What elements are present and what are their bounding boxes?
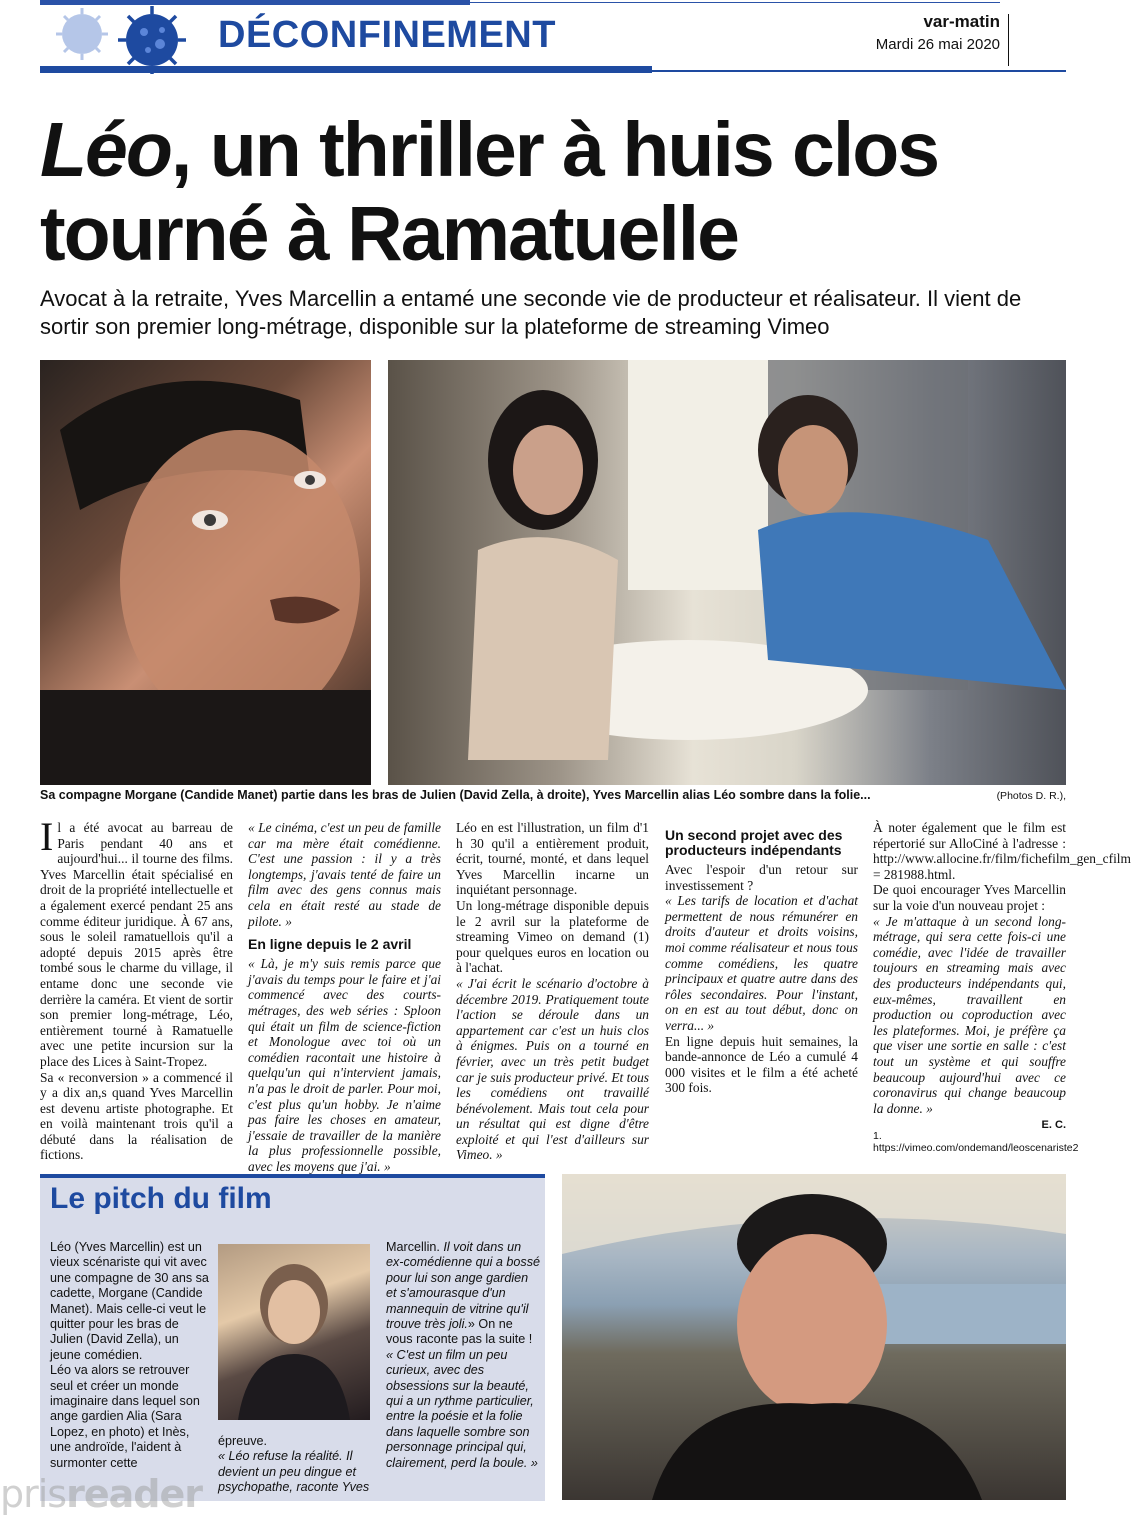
headline: [40, 108, 1070, 276]
issue-date: Mardi 26 mai 2020: [875, 36, 1000, 53]
article-subhead: En ligne depuis le 2 avril: [248, 936, 412, 953]
sara-lopez-photo: [218, 1244, 370, 1420]
author-signature: E. C.: [1041, 1119, 1066, 1132]
article-quote: « J'ai écrit le scénario d'octobre à décembre 2019. Pratiquement toute l'action se déroule dans un appartement car c'est un huis clos à énigmes. Puis on a tourné en février, avec un très petit budget car je suis producteur privé. Et tous les comédiens ont travaillé bénévolement. Mais tout cela pour un résultat qui est digne d'être exploité et qui l'est d'ailleurs sur Vimeo. »: [456, 975, 649, 1163]
article-quote: « Je m'attaque à un second long-métrage, qui sera cette fois-ci une comédie, avec l'idée de travailler toujours en streaming mais avec des producteurs indépendants qui, eux-mêmes, travaillent en production ou coproduction avec les plateformes. Moi, je préfère ça que viser une sortie en salle : c'est tout un système et qui souffre beaucoup aujourd'hui avec ce coronavirus qui change beaucoup la donne. »: [873, 913, 1066, 1116]
watermark: prisreader: [0, 1472, 202, 1516]
pitch-column-3: [386, 1240, 541, 1471]
pitch-paragraph: épreuve.: [218, 1434, 268, 1448]
footnote: 1. https://vimeo.com/ondemand/leoscenariste2: [873, 1130, 1079, 1154]
newspaper-name: var-matin: [923, 12, 1000, 31]
pitch-paragraph: Léo (Yves Marcellin) est un vieux scénariste qui vit avec une compagne de 30 ans sa cadette, Morgane (Candide Manet). Mais celle-ci veut le quitter pour les bras de Julien (David Zella), un jeune comédien.: [50, 1240, 209, 1362]
section-title: DÉCONFINEMENT: [218, 14, 556, 56]
pitch-paragraph: Léo va alors se retrouver seul et créer un monde imaginaire dans lequel son ange gardien Alia (Sara Lopez, en photo) et Inès, une androïde, l'aident à surmonter cette: [50, 1363, 200, 1470]
article-column-2: [248, 820, 441, 1174]
article-paragraph: Un long-métrage disponible depuis le 2 avril sur la plateforme de streaming Vimeo on demand (1) pour quelques euros en location ou à l'achat.: [456, 897, 649, 976]
header-rule: [40, 66, 652, 73]
article-paragraph: À noter également que le film est répertorié sur AlloCiné à l'adresse : http://www.allocine.fr/film/fichefilm_gen_cfilm = 281988.html.: [873, 820, 1131, 882]
photo-credit: (Photos D. R.),: [996, 790, 1066, 802]
article-paragraph: De quoi encourager Yves Marcellin sur la voie d'un nouveau projet :: [873, 882, 1066, 913]
headline-rest: , un thriller à huis clos tourné à Ramatuelle: [40, 107, 939, 277]
pitch-title: Le pitch du film: [50, 1182, 272, 1215]
deck: Avocat à la retraite, Yves Marcellin a entamé une seconde vie de producteur et réalisateur. Il vient de sortir son premier long-métrage, disponible sur la plateforme de streaming Vimeo: [40, 286, 1022, 339]
actors-photo: [388, 360, 1066, 785]
pitch-quote: « Léo refuse la réalité. Il devient un peu dingue et psychopathe, raconte Yves: [218, 1449, 370, 1495]
pitch-column-1: [50, 1240, 210, 1471]
header-rule-thin: [652, 70, 1066, 72]
header-divider: [1008, 14, 1009, 66]
photo-caption: Sa compagne Morgane (Candide Manet) partie dans les bras de Julien (David Zella, à droite), Yves Marcellin alias Léo sombre dans la folie...: [40, 788, 871, 802]
pitch-quote: « C'est un film un peu curieux, avec des obsessions sur la beauté, qui a un rythme particulier, entre la poésie et la folie dans laquelle sombre son personnage principal qui, clairement, perd la boule. »: [386, 1347, 538, 1470]
pitch-paragraph: Marcellin. Il voit dans un ex-comédienne qui a bossé pour lui son ange gardien et s'amourasque d'un mannequin de vitrine qu'il trouve très joli.» On ne vous raconte pas la suite !: [386, 1240, 541, 1347]
pitch-column-2: [218, 1434, 378, 1496]
article-column-5: [873, 820, 1131, 1134]
top-thin-rule: [470, 2, 1000, 3]
article-paragraph: Léo en est l'illustration, un film d'1 h 30 qu'il a entièrement produit, écrit, tourné, monté, et dans lequel Yves Marcellin incarne un inquiétant personnage.: [456, 820, 649, 898]
pitch-rule: [40, 1174, 545, 1178]
article-subhead: Un second projet avec des producteurs indépendants: [665, 827, 843, 858]
article-paragraph: Avec l'espoir d'un retour sur investissement ?: [665, 862, 858, 893]
director-photo: [562, 1174, 1066, 1500]
article-quote: « Les tarifs de location et d'achat permettent de nous rémunérer en droits d'auteur et droits voisins, moi comme réalisateur et nous tous comme comédiens, les quatre principaux et quatre autre dans des rôles secondaires. Pour l'instant, on en est au tout début, donc on verra... »: [665, 893, 858, 1033]
article-quote: « Là, je m'y suis remis parce que j'avais du temps pour le faire et j'ai commencé avec des courts-métrages, des web séries : Sploon qui était un film de science-fiction et Monologue avec toi où un comédien racontait une histoire à quelqu'un qui n'intervient jamais, n'a pas le droit de parler. Pour moi, c'est plus qu'un hobby. Je n'aime pas faire les choses en amateur, j'essaie de travailler de la manière la plus professionnelle possible, avec les moyens que j'ai. »: [248, 956, 441, 1174]
article-column-4: [665, 820, 858, 1096]
portrait-photo: [40, 360, 371, 785]
dropcap: I: [40, 814, 54, 859]
article-column-3: [456, 820, 649, 1163]
article-paragraph: Il a été avocat au barreau de Paris pendant 40 ans et aujourd'hui... il tourne des films. Yves Marcellin était spécialisé en droit de la propriété intellectuelle et a également exercé pendant 25 ans comme éditeur juridique. À 67 ans, sous le soleil ramatuellois qu'il a adopté depuis 2015 après être tombé sous le charme du village, il entame donc une seconde vie derrière la caméra. Et vient de sortir son premier long-métrage, Léo, entièrement tourné à Ramatuelle avec une petite incursion sur la place des Lices à Saint-Tropez.: [40, 814, 233, 1069]
article-paragraph: En ligne depuis huit semaines, la bande-annonce de Léo a cumulé 4 000 visites et le film a été acheté 300 fois.: [665, 1033, 858, 1096]
article-paragraph: Sa « reconversion » a commencé il y a dix an,s quand Yves Marcellin est devenu artiste photographe. Et en voilà maintenant trois qu'il a débuté dans la réalisation de fictions.: [40, 1069, 233, 1163]
coronavirus-icon: [42, 4, 192, 74]
article-column-1: [40, 814, 233, 1163]
headline-italic: Léo: [40, 107, 171, 193]
article-quote: « Le cinéma, c'est un peu de famille car ma mère était comédienne. C'est une passion : il y a très longtemps, j'avais tenté de faire un film avec des gens connus mais cela en était resté au stade de pilote. »: [248, 820, 441, 929]
